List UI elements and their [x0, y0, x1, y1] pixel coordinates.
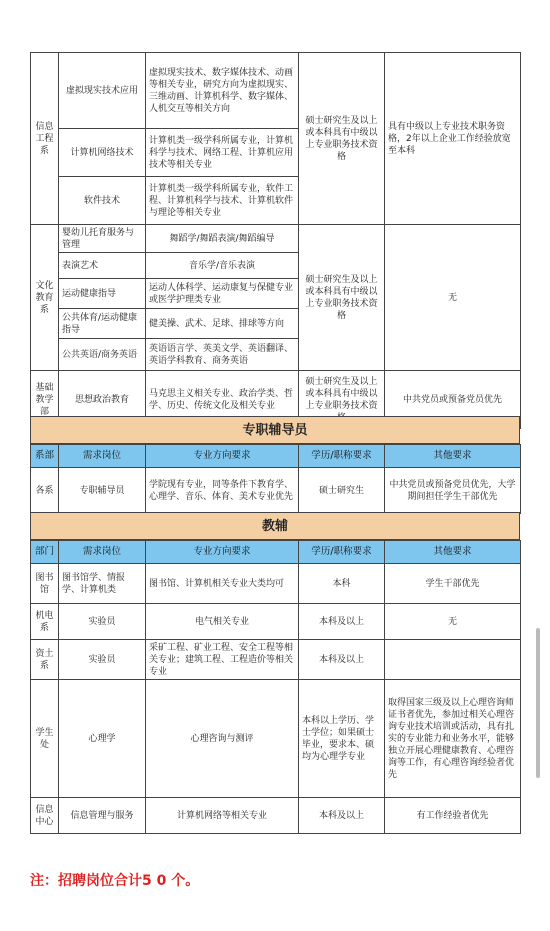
edu-cell: 本科及以上 [299, 604, 385, 640]
edu-cell: 本科 [299, 564, 385, 604]
post-cell: 运动健康指导 [59, 279, 146, 309]
major-cell: 采矿工程、矿业工程、安全工程等相关专业；建筑工程、工程造价等相关专业 [146, 640, 299, 680]
header-cell: 其他要求 [385, 541, 521, 564]
post-cell: 思想政治教育 [59, 371, 146, 429]
other-cell: 无 [385, 604, 521, 640]
recruitment-table-teachers [30, 52, 521, 429]
other-cell: 具有中级以上专业技术职务资格，2年以上企业工作经验放宽至本科 [385, 53, 521, 225]
post-cell: 实验员 [59, 604, 146, 640]
other-cell: 取得国家三级及以上心理咨询师证书者优先，参加过相关心理咨询专业技术培训或活动，具有扎实的专业能力和业务水平，能够独立开展心理健康教育、心理咨询等工作，有心理咨询经验者优先 [385, 680, 521, 798]
major-cell: 学院现有专业，同等条件下教育学、心理学、音乐、体育、美术专业优先 [146, 468, 299, 514]
post-cell: 实验员 [59, 640, 146, 680]
footnote: 注：招聘岗位合计5 0 个。 [30, 873, 200, 889]
scrollbar[interactable] [536, 628, 540, 778]
major-cell: 计算机类一级学科所属专业，软件工程、计算机科学与技术、计算机软件与理论等相关专业 [146, 177, 299, 225]
header-cell: 系部 [31, 445, 59, 468]
major-cell: 虚拟现实技术、数字媒体技术、动画等相关专业，研究方向为虚拟现实、三维动画、计算机科学、数字媒体、人机交互等相关方向 [146, 53, 299, 129]
recruitment-table-support [30, 540, 521, 834]
major-cell: 英语语言学、英美文学、英语翻译、英语学科教育、商务英语 [146, 339, 299, 371]
major-cell: 计算机类一级学科所属专业，计算机科学与技术、网络工程、计算机应用技术等相关专业 [146, 129, 299, 177]
major-cell: 计算机网络等相关专业 [146, 798, 299, 834]
header-cell: 其他要求 [385, 445, 521, 468]
edu-cell: 硕士研究生及以上或本科具有中级以上专业职务技术资格 [299, 53, 385, 225]
major-cell: 心理咨询与测评 [146, 680, 299, 798]
header-cell: 部门 [31, 541, 59, 564]
dept-cell: 文化教育系 [31, 225, 59, 371]
major-cell: 电气相关专业 [146, 604, 299, 640]
dept-cell: 基础教学部 [31, 371, 59, 429]
edu-cell: 本科及以上 [299, 640, 385, 680]
post-cell: 计算机网络技术 [59, 129, 146, 177]
edu-cell: 本科及以上 [299, 798, 385, 834]
major-cell: 音乐学/音乐表演 [146, 253, 299, 279]
dept-cell: 各系 [31, 468, 59, 514]
major-cell: 图书馆、计算机相关专业大类均可 [146, 564, 299, 604]
header-cell: 需求岗位 [59, 541, 146, 564]
section-title-counselor: 专职辅导员 [30, 416, 520, 444]
other-cell: 有工作经验者优先 [385, 798, 521, 834]
other-cell: 中共党员或预备党员优先 [385, 371, 521, 429]
edu-cell: 硕士研究生 [299, 468, 385, 514]
dept-cell: 信息工程系 [31, 53, 59, 225]
header-cell: 学历/职称要求 [299, 541, 385, 564]
edu-cell: 硕士研究生及以上或本科具有中级以上专业职务技术资 [299, 371, 385, 429]
edu-cell: 硕士研究生及以上或本科具有中级以上专业职务技术资格 [299, 225, 385, 371]
other-cell: 学生干部优先 [385, 564, 521, 604]
other-cell [385, 640, 521, 680]
dept-cell: 图书馆 [31, 564, 59, 604]
post-cell: 信息管理与服务 [59, 798, 146, 834]
major-cell: 舞蹈学/舞蹈表演/舞蹈编导 [146, 225, 299, 253]
post-cell: 虚拟现实技术应用 [59, 53, 146, 129]
post-cell: 心理学 [59, 680, 146, 798]
edu-cell: 本科以上学历、学士学位；如果硕士毕业，要求本、硕均为心理学专业 [299, 680, 385, 798]
dept-cell: 机电系 [31, 604, 59, 640]
post-cell: 公共英语/商务英语 [59, 339, 146, 371]
post-cell: 专职辅导员 [59, 468, 146, 514]
dept-cell: 资土系 [31, 640, 59, 680]
section-title-support: 教辅 [30, 512, 520, 540]
recruitment-table-counselor [30, 444, 521, 514]
other-cell: 中共党员或预备党员优先，大学期间担任学生干部优先 [385, 468, 521, 514]
post-cell: 公共体育/运动健康指导 [59, 309, 146, 339]
post-cell: 图书馆学、情报学、计算机类 [59, 564, 146, 604]
header-cell: 专业方向要求 [146, 541, 299, 564]
header-cell: 需求岗位 [59, 445, 146, 468]
major-cell: 运动人体科学、运动康复与保健专业或医学护理类专业 [146, 279, 299, 309]
post-cell: 软件技术 [59, 177, 146, 225]
other-cell: 无 [385, 225, 521, 371]
major-cell: 马克思主义相关专业、政治学类、哲学、历史、传统文化及相关专业 [146, 371, 299, 429]
dept-cell: 信息中心 [31, 798, 59, 834]
header-cell: 专业方向要求 [146, 445, 299, 468]
post-cell: 表演艺术 [59, 253, 146, 279]
post-cell: 婴幼儿托育服务与管理 [59, 225, 146, 253]
dept-cell: 学生处 [31, 680, 59, 798]
major-cell: 健美操、武术、足球、排球等方向 [146, 309, 299, 339]
header-cell: 学历/职称要求 [299, 445, 385, 468]
